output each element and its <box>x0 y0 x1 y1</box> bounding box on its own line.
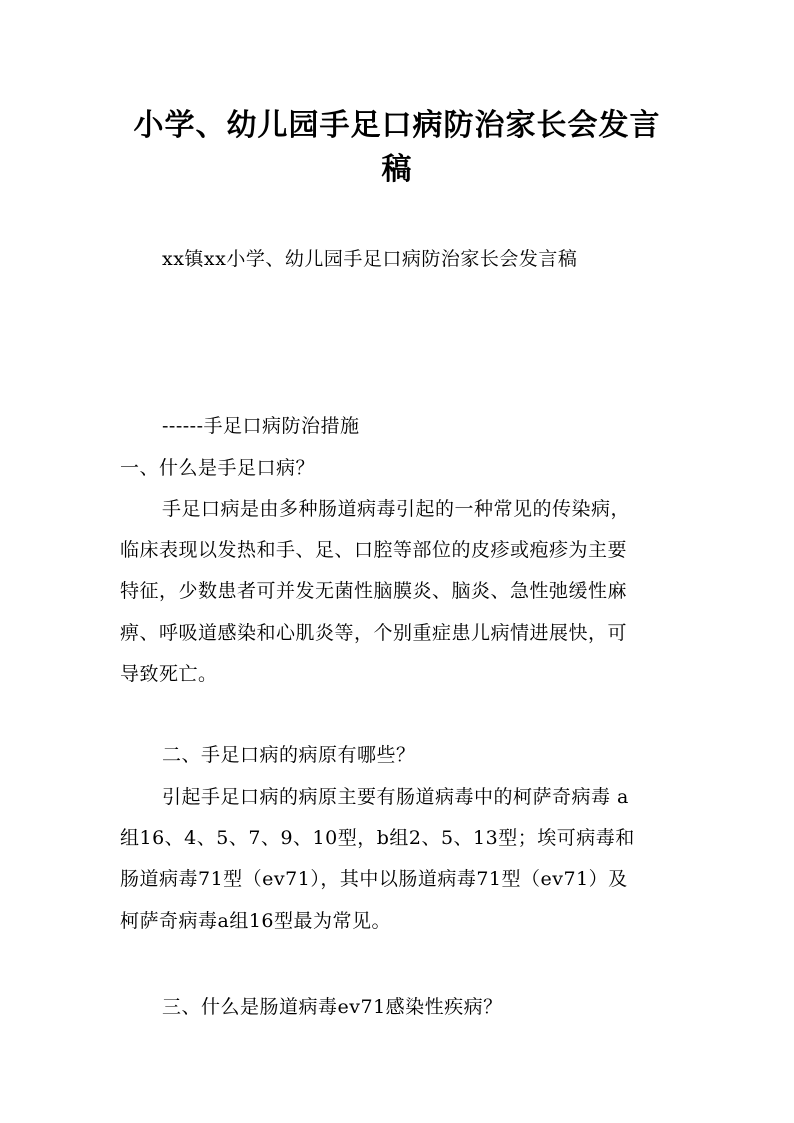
answer-2-line: 柯萨奇病毒a组16型最为常见。 <box>120 910 392 932</box>
document-title-line-2: 稿 <box>381 152 413 187</box>
answer-1-line: 痹、呼吸道感染和心肌炎等，个别重症患儿病情进展快，可 <box>120 622 628 644</box>
question-2: 二、手足口病的病原有哪些？ <box>162 744 416 766</box>
question-1: 一、什么是手足口病？ <box>120 457 316 479</box>
answer-2-line: 引起手足口病的病原主要有肠道病毒中的柯萨奇病毒 a <box>162 786 629 808</box>
section-heading: ------手足口病防治措施 <box>162 415 360 437</box>
answer-2-line: 肠道病毒71型（ev71），其中以肠道病毒71型（ev71）及 <box>120 868 628 890</box>
answer-1-line: 特征，少数患者可并发无菌性脑膜炎、脑炎、急性弛缓性麻 <box>120 580 628 602</box>
answer-2-line: 组16、4、5、7、9、10型，b组2、5、13型；埃可病毒和 <box>120 827 635 849</box>
answer-1-line: 临床表现以发热和手、足、口腔等部位的皮疹或疱疹为主要 <box>120 539 628 561</box>
document-subtitle: xx镇xx小学、幼儿园手足口病防治家长会发言稿 <box>162 248 578 270</box>
question-3: 三、什么是肠道病毒ev71感染性疾病？ <box>162 996 503 1018</box>
document-title-line-1: 小学、幼儿园手足口病防治家长会发言 <box>133 108 661 143</box>
answer-1-line: 导致死亡。 <box>120 663 218 685</box>
answer-1-line: 手足口病是由多种肠道病毒引起的一种常见的传染病， <box>162 498 631 520</box>
